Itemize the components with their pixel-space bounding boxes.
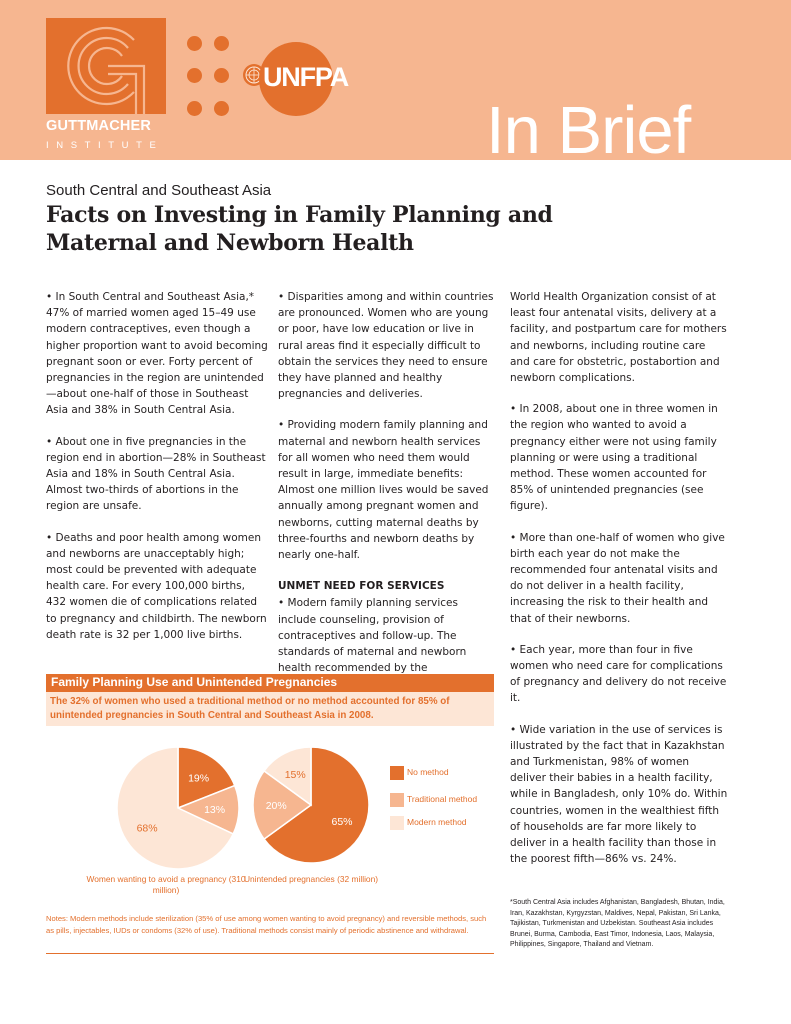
pie-data-label: 65%	[331, 815, 353, 828]
dot	[214, 101, 229, 116]
region-label: South Central and Southeast Asia	[46, 182, 272, 199]
paragraph: • Modern family planning services include counseling, provision of contraceptives and follow-up. The standards of maternal and newborn health recommended by the	[278, 597, 467, 675]
dot	[214, 68, 229, 83]
legend-label: No method	[407, 767, 449, 777]
series-title: In Brief	[486, 93, 691, 168]
org-name: GUTTMACHER	[46, 118, 152, 134]
pie-chart-2	[252, 746, 370, 864]
paragraph: World Health Organization consist of at least four antenatal visits, delivery at a facility, and postpartum care for mothers and newborns, including routine care and care for obstetric, postabortion and newborn complications.	[510, 291, 727, 385]
dot-pattern	[184, 36, 244, 122]
legend-label: Modern method	[407, 817, 467, 827]
legend-swatch	[390, 793, 404, 807]
figure-title-bar	[46, 674, 494, 692]
paragraph: • In 2008, about one in three women in the region who wanted to avoid a pregnancy either were not using family planning or were using a traditional method. These women accounted for 85% of unintended pregnancies (see figure).	[510, 403, 718, 513]
guttmacher-logo	[46, 18, 166, 114]
section-heading: UNMET NEED FOR SERVICES	[278, 580, 445, 593]
dot	[187, 36, 202, 51]
column-3	[510, 289, 728, 883]
paragraph: • More than one-half of women who give birth each year do not make the recommended four antenatal visits and do not deliver in a health facility, increasing the risk to their health and that of their newborns.	[510, 531, 725, 625]
paragraph: • Providing modern family planning and maternal and newborn health services for all women who need them would result in large, immediate benefits: Almost one million lives would be saved annually among pregnant women and newborns, cutting maternal deaths by three-fourths and newborn deaths by nearly one-half.	[278, 419, 489, 562]
paragraph: • Disparities among and within countries are pronounced. Women who are young or poor, have low education or live in rural areas find it especially difficult to obtain the services they need to ensure they have planned and healthy pregnancies and deliveries.	[278, 291, 494, 401]
org-subname: INSTITUTE	[46, 140, 164, 151]
figure-notes: Notes: Modern methods include sterilization (35% of use among women wanting to avoid pregnancy) and reversible methods, such as pills, injectables, IUDs or condoms (32% of use). Traditional methods consist mainly of periodic abstinence and withdrawal.	[46, 914, 487, 935]
dot	[187, 68, 202, 83]
column-2	[278, 289, 496, 691]
pie-data-label: 19%	[188, 772, 210, 785]
pie-data-label: 15%	[284, 768, 306, 781]
column-1	[46, 289, 268, 658]
pie-data-label: 68%	[136, 822, 158, 835]
paragraph: • Each year, more than four in five women who need care for complications of pregnancy and delivery do not receive it.	[510, 643, 727, 705]
guttmacher-g-logo-icon	[46, 18, 166, 114]
paragraph: • Deaths and poor health among women and newborns are unacceptably high; most could be prevented with adequate health care. For every 100,000 births, 432 women die of complications related to pregnancy and childbirth. The newborn death rate is 32 per 1,000 live births.	[46, 531, 267, 641]
pie-data-label: 13%	[204, 804, 226, 817]
dot	[187, 101, 202, 116]
footnote: *South Central Asia includes Afghanistan, Bangladesh, Bhutan, India, Iran, Kazakhstan, Kyrgyzstan, Maldives, Nepal, Pakistan, Sri Lanka, Tajikistan, Turkmenistan and Uzbekistan. Southeast Asia includes Brunei, Burma, Cambodia, East Timor, Indonesia, Laos, Malaysia, Philippines, Singapore, Thailand and Vietnam.	[510, 899, 725, 949]
divider	[46, 953, 494, 954]
figure-subtitle: The 32% of women who used a traditional method or no method accounted for 85% of unintended pregnancies in South Central and Southeast Asia in 2008.	[50, 696, 450, 721]
pie-chart-1	[116, 746, 240, 870]
pie-caption: Unintended pregnancies (32 million)	[243, 874, 379, 884]
figure-subtitle-box	[46, 692, 494, 726]
partner-name: UNFPA	[263, 62, 348, 92]
figure-title: Family Planning Use and Unintended Pregnancies	[51, 675, 338, 689]
header-band	[0, 0, 791, 168]
page-title: Facts on Investing in Family Planning and Maternal and Newborn Health	[46, 202, 553, 256]
pie-caption: Women wanting to avoid a pregnancy (310 million)	[86, 874, 246, 895]
paragraph: • Wide variation in the use of services is illustrated by the fact that in Kazakhstan and Turkmenistan, 98% of women deliver their babies in a health facility, while in Bangladesh, only 10% do. Within countries, women in the wealthiest fifth of households are far more likely to deliver in a health facility than those in the poorest fifth—86% vs. 24%.	[510, 723, 728, 866]
pie-data-label: 20%	[265, 800, 287, 812]
legend-swatch	[390, 816, 404, 830]
paragraph: • About one in five pregnancies in the region end in abortion—28% in Southeast Asia and 18% in South Central Asia. Almost two-thirds of abortions in the region are unsafe.	[46, 435, 266, 513]
dot	[214, 36, 229, 51]
legend-label: Traditional method	[407, 794, 478, 804]
legend-swatch	[390, 766, 404, 780]
paragraph: • In South Central and Southeast Asia,* 47% of married women aged 15–49 use modern contraceptives, even though a higher proportion want to avoid becoming pregnant soon or ever. Forty percent of pregnancies in the region are unintended—about one-half of those in Southeast Asia and 38% in South Central Asia.	[46, 291, 268, 417]
